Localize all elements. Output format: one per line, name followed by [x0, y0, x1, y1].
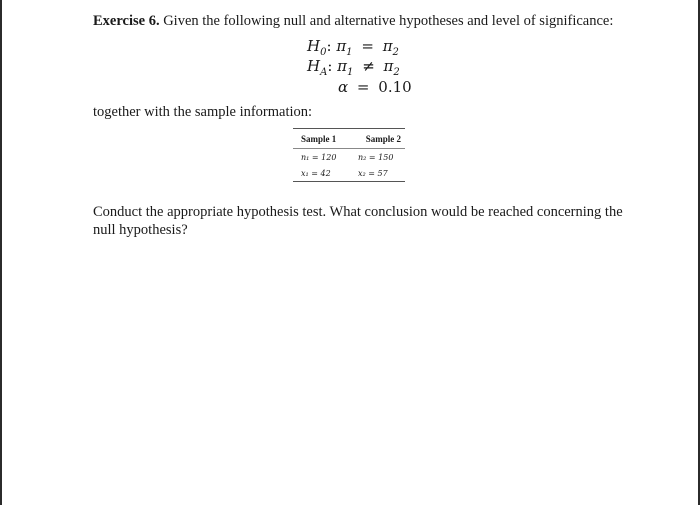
cell-x2: x₂ = 57 — [358, 169, 388, 178]
sample-info-intro: together with the sample information: — [93, 104, 313, 120]
table-row — [293, 149, 405, 165]
header-sample-2: Sample 2 — [365, 134, 401, 144]
cell-n1: n₁ = 120 — [301, 153, 337, 162]
null-hypothesis: $H_0$: $\pi_1 = \pi_2$ — [307, 37, 399, 58]
sample-table — [293, 128, 405, 182]
table-header — [293, 129, 405, 149]
cell-n2: n₂ = 150 — [358, 153, 394, 162]
header-sample-1: Sample 1 — [301, 134, 337, 144]
exercise-label: Exercise 6. — [93, 13, 160, 29]
exercise-statement — [93, 13, 613, 30]
alternative-hypothesis: $H_A$: $\pi_1 \ne \pi_2$ — [307, 57, 400, 78]
task-instruction: Conduct the appropriate hypothesis test. What conclusion would be reached concerning the null hypothesis? — [93, 204, 623, 238]
cell-x1: x₁ = 42 — [301, 169, 331, 178]
exercise-intro: Given the following null and alternative hypotheses and level of significance: — [163, 13, 614, 29]
left-border — [0, 0, 2, 505]
table-row — [293, 165, 405, 181]
significance-level: α = 0.10 — [338, 78, 412, 96]
